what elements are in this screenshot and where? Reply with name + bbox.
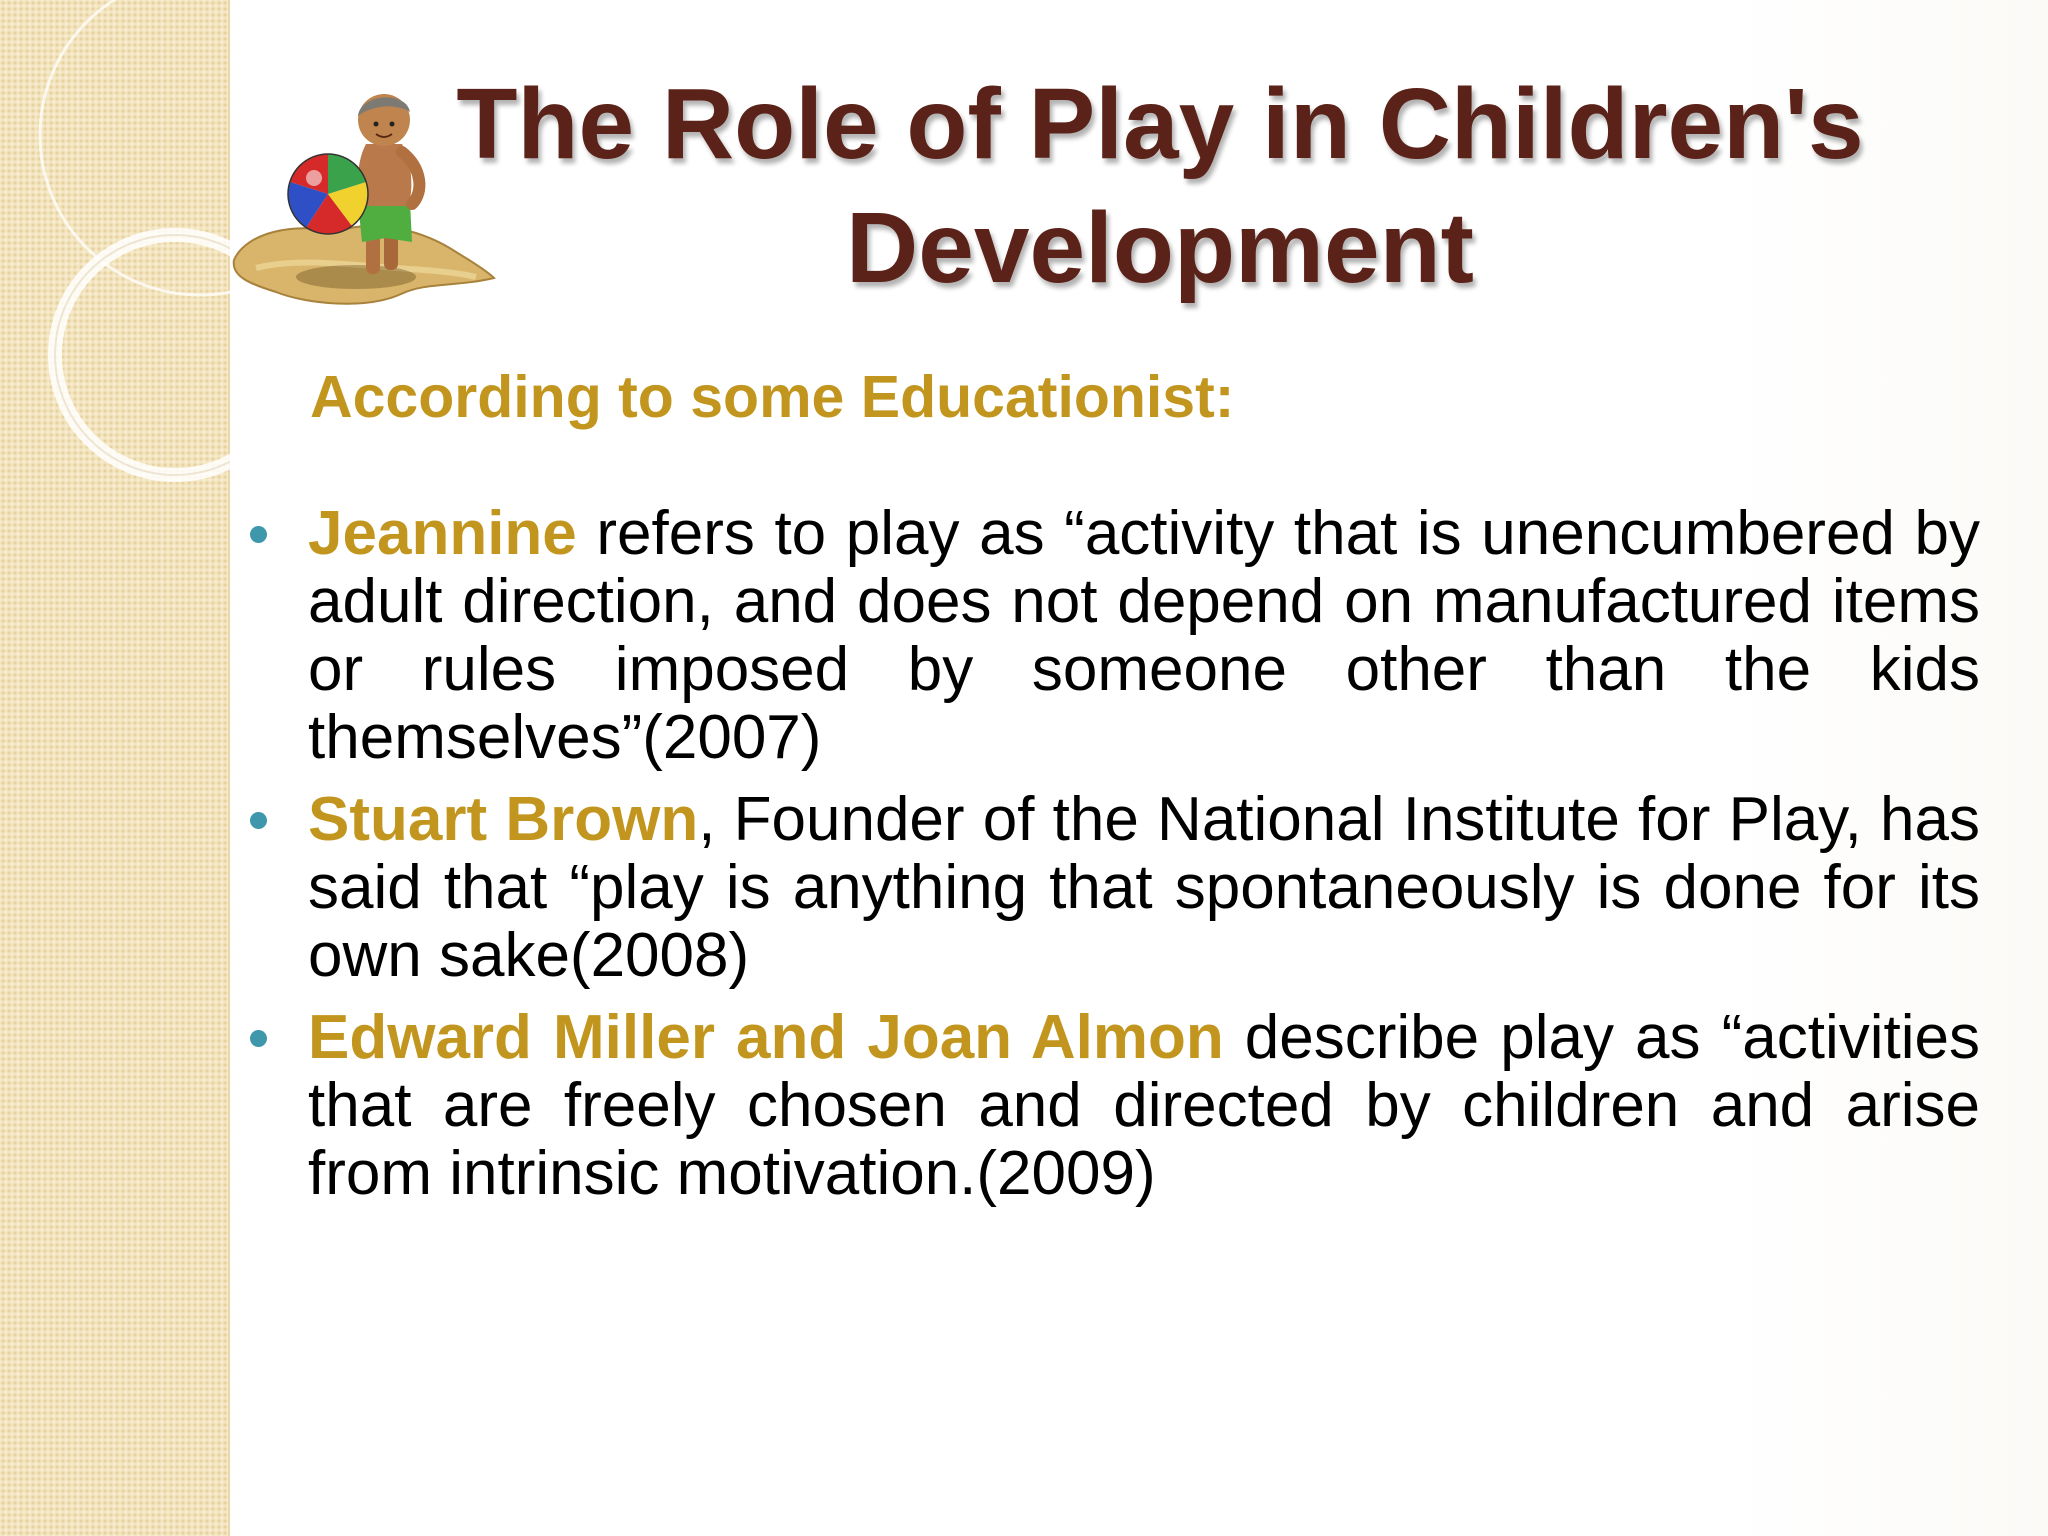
bullet-item-stuart-brown [240,786,1980,990]
bullet-item-jeannine [240,500,1980,772]
bullet-dot-icon [250,1030,267,1047]
bullet-dot-icon [250,812,267,829]
bullet-dot-icon [250,526,267,543]
bullet-text: describe play as “activities that are freely chosen and directed by children and arise from intrinsic motivation.(2009) [308,1003,1980,1208]
bullet-text: , Founder of the National Institute for Play, has said that “play is anything that spontaneously is done for its own sake(2008) [308,785,1980,990]
bullet-list [240,500,1980,1222]
bullet-name: Jeannine [308,499,577,568]
slide-subtitle: According to some Educationist: [310,364,1235,430]
slide-title: The Role of Play in Children's Development [456,68,1864,304]
bullet-name: Stuart Brown [308,785,699,854]
bullet-name: Edward Miller and Joan Almon [308,1003,1224,1072]
sidebar-pattern [0,0,230,1536]
bullet-item-miller-almon [240,1004,1980,1208]
bullet-text: refers to play as “activity that is unencumbered by adult direction, and does not depend on manufactured items or rules imposed by someone other than the kids themselves”(2007) [308,499,1980,772]
